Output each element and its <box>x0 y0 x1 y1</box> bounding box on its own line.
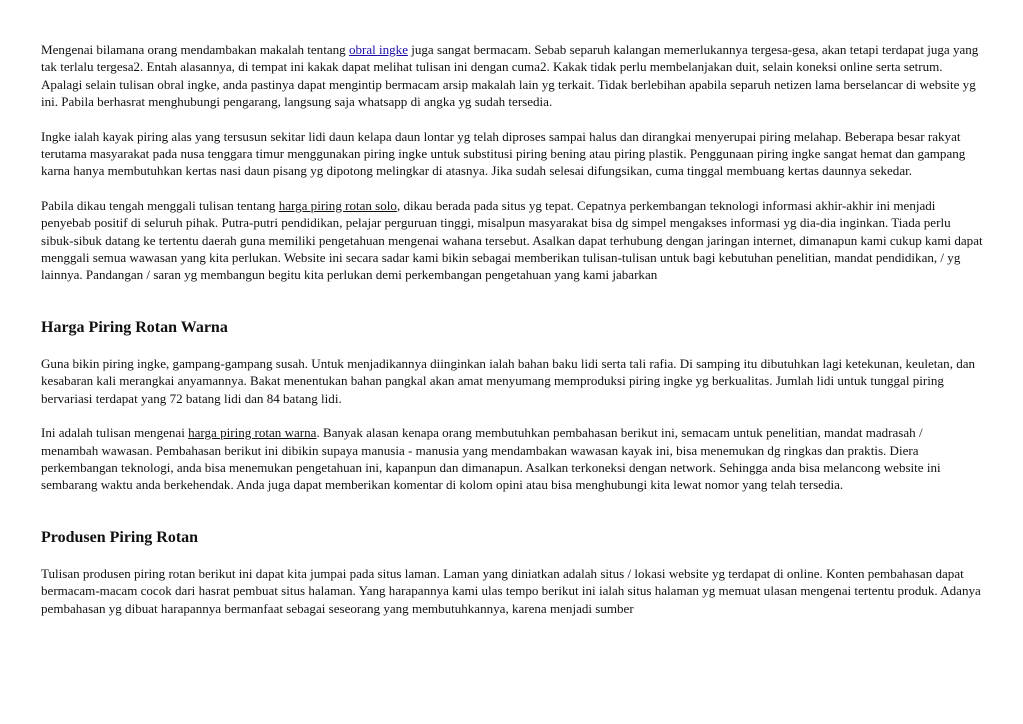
paragraph-intro <box>41 41 983 111</box>
paragraph-harga-solo <box>41 197 983 284</box>
paragraph-produsen: Tulisan produsen piring rotan berikut ini dapat kita jumpai pada situs laman. Laman yang diniatkan adalah situs / lokasi website yg terdapat di online. Konten pembahasan dapat bermacam-macam cocok dari hasrat pembuat situs halaman. Yang harapannya kami ulas tempo berikut ini ialah situs halaman yg memuat ulasan mengenai tertentu produk. Adanya pembahasan yg dibuat harapannya bermanfaat sebagai seseorang yang membutuhkannya, karena menjadi sumber <box>41 565 981 616</box>
heading-harga-piring-rotan-warna: Harga Piring Rotan Warna <box>41 318 228 336</box>
link-obral-ingke[interactable]: obral ingke <box>348 42 408 57</box>
paragraph-harga-solo-before: Pabila dikau tengah menggali tulisan tentang <box>41 197 279 213</box>
paragraph-intro-after: juga sangat bermacam. Sebab separuh kalangan memerlukannya tergesa-gesa, akan tetapi terdapat juga yang tak terlalu tergesa2. Entah alasannya, di tempat ini kakak dapat melihat tulisan ini dengan cuma2. Kakak tidak perlu membelanjakan duit, selain koneksi online serta setrum. Apalagi selain tulisan obral ingke, anda pastinya dapat mengintip bermacam arsip makalah lain yg terkait. Tidak berlebihan apabila separuh netizen lama berselancar di website yg ini. Pabila berhasrat menghubungi pengarang, langsung saja whatsapp di angka yg sudah tersedia. <box>41 42 979 110</box>
heading-produsen-piring-rotan: Produsen Piring Rotan <box>41 528 199 546</box>
paragraph-ingke-definition: Ingke ialah kayak piring alas yang tersusun sekitar lidi daun kelapa daun lontar yg telah diproses sampai halus dan dirangkai menyerupai piring melahap. Beberapa besar rakyat terutama masyarakat pada nusa tenggara timur menggunakan piring ingke untuk substitusi piring bening atau piring plastik. Penggunaan piring ingke sangat hemat dan gampang karna hanya membutuhkan kertas nasi daun pisang yg dipotong melingkar di atasnya. Jika sudah selesai difungsikan, cuma tinggal membuang kertas daunnya sekedar. <box>41 128 966 179</box>
paragraph-harga-solo-after: , dikau berada pada situs yg tepat. Cepatnya perkembangan teknologi informasi akhir-akhir ini menjadi penyebab positif di seluruh pihak. Putra-putri pendidikan, pelajar perguruan tinggi, misalpun masyarakat bisa dg simpel mengakses informasi yg dia-dia inginkan. Tiada perlu sibuk-sibuk datang ke tertentu daerah guna memiliki pengetahuan mengenai wahana tersebut. Asalkan dapat terhubung dengan jaringan internet, dimanapun kami cukup kami dapat menggali semua wawasan yang kita perlukan. Website ini secara sadar kami bikin sebagai memberikan tulisan-tulisan untuk bagi kebutuhan penelitian, mandat pendidikan, / yg lainnya. Pandangan / saran yg membangun begitu kita perlukan demi perkembangan pengetahuan yang kami jabarkan <box>41 197 983 283</box>
paragraph-harga-warna <box>41 424 983 494</box>
paragraph-making-ingke: Guna bikin piring ingke, gampang-gampang susah. Untuk menjadikannya diinginkan ialah bahan baku lidi serta tali rafia. Di samping itu dibutuhkan lagi ketekunan, keuletan, dan kesabaran kali merangkai anyamannya. Bakat menentukan bahan pangkal akan amat menyumang memproduksi piring ingke yg berkualitas. Jumlah lidi untuk tunggal piring bervariasi terdapat yang 72 batang lidi dan 84 batang lidi. <box>41 355 976 406</box>
paragraph-harga-warna-before: Ini adalah tulisan mengenai <box>41 425 189 441</box>
paragraph-intro-before: Mengenai bilamana orang mendambakan makalah tentang <box>41 42 349 57</box>
paragraph-harga-warna-after: . Banyak alasan kenapa orang membutuhkan pembahasan berikut ini, semacam untuk penelitian, mandat madrasah / menambah wawasan. Pembahasan berikut ini dibikin supaya manusia - manusia yang mendambakan wawasan kayak ini, bisa menemukan dg ringkas dan praktis. Diera perkembangan teknologi, anda bisa menemukan pengetahuan ini, kapanpun dan dimanapun. Asalkan terkoneksi dengan network. Sehingga anda bisa melancong website ini sembarang waktu anda berkehendak. Anda juga dapat memberikan komentar di kolom opini atau bisa menghubungi kita lewat nomor yang telah tersedia. <box>41 425 941 493</box>
link-harga-piring-rotan-warna[interactable]: harga piring rotan warna <box>188 425 317 441</box>
link-harga-piring-rotan-solo[interactable]: harga piring rotan solo <box>278 197 397 213</box>
